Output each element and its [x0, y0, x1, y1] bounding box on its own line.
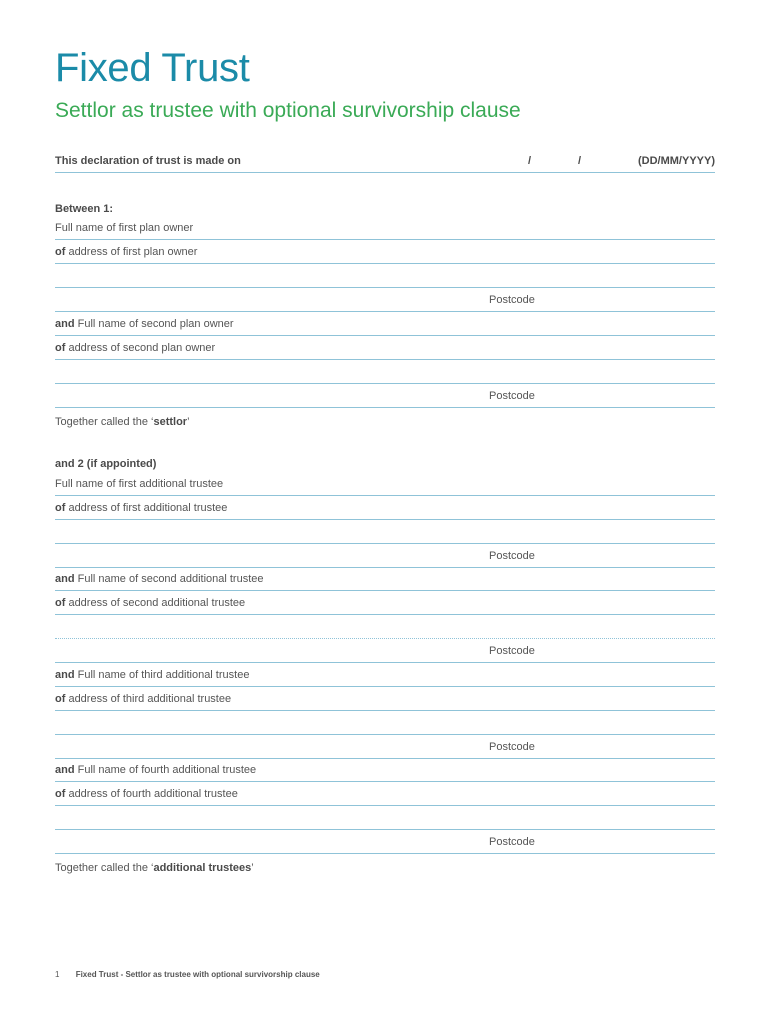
fourth-trustee-postcode-field[interactable] — [55, 833, 715, 854]
first-owner-name-label: Full name of first plan owner — [55, 222, 194, 234]
second-owner-postcode-field[interactable] — [55, 387, 715, 408]
second-trustee-postcode-field[interactable] — [55, 642, 715, 663]
third-trustee-postcode-field[interactable] — [55, 738, 715, 759]
second-trustee-name-label: and Full name of second additional trustee — [55, 573, 264, 585]
third-trustee-address-label: of address of third additional trustee — [55, 693, 232, 705]
postcode-label: Postcode — [489, 645, 535, 657]
section-1-heading: Between 1: — [55, 203, 114, 215]
second-owner-address-field[interactable] — [55, 339, 715, 360]
third-trustee-address-line-2[interactable] — [55, 714, 715, 735]
first-owner-address-label: of address of first plan owner — [55, 246, 198, 258]
page-footer — [55, 970, 320, 979]
first-trustee-postcode-field[interactable] — [55, 547, 715, 568]
date-separator-1: / — [528, 155, 532, 167]
postcode-label: Postcode — [489, 741, 535, 753]
postcode-label: Postcode — [489, 294, 535, 306]
second-owner-name-field[interactable] — [55, 315, 715, 336]
postcode-label: Postcode — [489, 390, 535, 402]
page-number: 1 — [55, 970, 60, 979]
third-trustee-name-field[interactable] — [55, 666, 715, 687]
section-2-heading: and 2 (if appointed) — [55, 458, 157, 470]
second-trustee-address-label: of address of second additional trustee — [55, 597, 246, 609]
fourth-trustee-address-label: of address of fourth additional trustee — [55, 788, 238, 800]
declaration-date-label: This declaration of trust is made on — [55, 155, 241, 167]
first-owner-name-field[interactable] — [55, 219, 715, 240]
additional-trustees-definition: Together called the ‘additional trustees’ — [55, 862, 254, 874]
postcode-label: Postcode — [489, 836, 535, 848]
first-owner-address-line-2[interactable] — [55, 267, 715, 288]
settlor-definition: Together called the ‘settlor’ — [55, 416, 190, 428]
third-trustee-address-field[interactable] — [55, 690, 715, 711]
second-trustee-name-field[interactable] — [55, 570, 715, 591]
first-trustee-address-label: of address of first additional trustee — [55, 502, 228, 514]
third-trustee-name-label: and Full name of third additional trustee — [55, 669, 250, 681]
first-trustee-address-line-2[interactable] — [55, 523, 715, 544]
first-trustee-name-label: Full name of first additional trustee — [55, 478, 224, 490]
postcode-label: Postcode — [489, 550, 535, 562]
date-format-hint: (DD/MM/YYYY) — [638, 155, 715, 167]
first-trustee-name-field[interactable] — [55, 475, 715, 496]
second-owner-name-label: and Full name of second plan owner — [55, 318, 234, 330]
first-owner-address-field[interactable] — [55, 243, 715, 264]
second-owner-address-line-2[interactable] — [55, 363, 715, 384]
date-separator-2: / — [578, 155, 582, 167]
page-title: Fixed Trust — [55, 46, 250, 90]
fourth-trustee-address-field[interactable] — [55, 785, 715, 806]
fourth-trustee-address-line-2[interactable] — [55, 809, 715, 830]
first-trustee-address-field[interactable] — [55, 499, 715, 520]
second-owner-address-label: of address of second plan owner — [55, 342, 216, 354]
declaration-date-field[interactable] — [55, 152, 715, 173]
page-subtitle: Settlor as trustee with optional survivorship clause — [55, 99, 521, 122]
second-trustee-address-field[interactable] — [55, 594, 715, 615]
fourth-trustee-name-label: and Full name of fourth additional trustee — [55, 764, 257, 776]
first-owner-postcode-field[interactable] — [55, 291, 715, 312]
footer-text: Fixed Trust - Settlor as trustee with optional survivorship clause — [75, 970, 320, 979]
second-trustee-address-line-2[interactable] — [55, 618, 715, 639]
fourth-trustee-name-field[interactable] — [55, 761, 715, 782]
